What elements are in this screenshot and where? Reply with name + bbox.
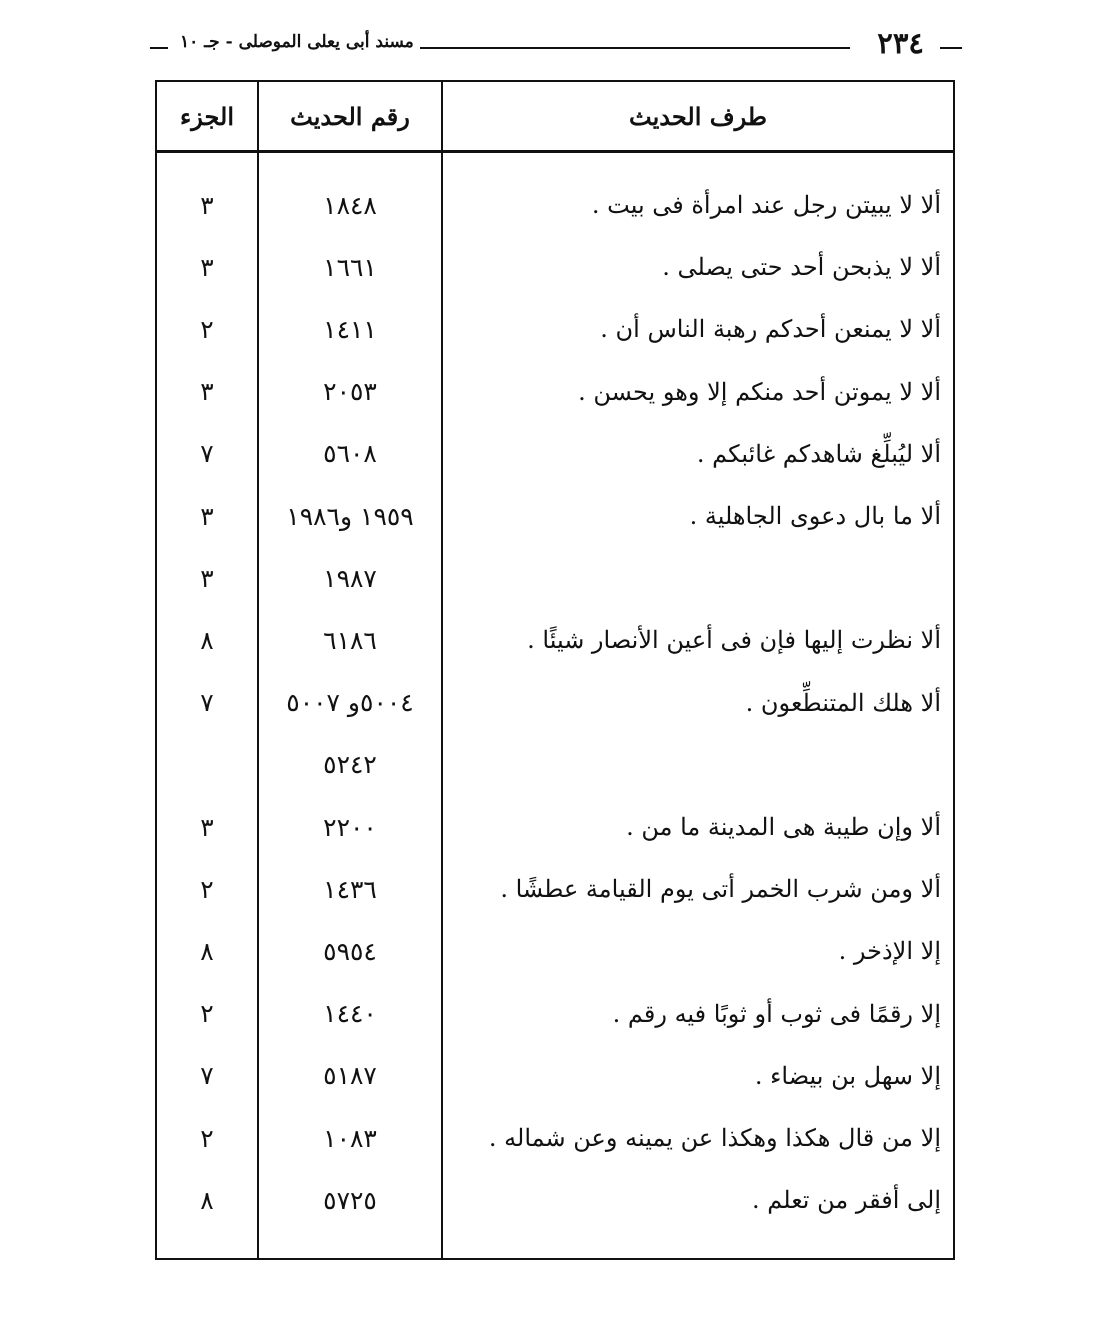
hadith-text-cell: إلا من قال هكذا وهكذا عن يمينه وعن شماله . [488, 1124, 941, 1152]
hadith-number-cell: ٥٠٠٤و ٥٠٠٧ [286, 688, 414, 718]
juz-cell: ٣ [200, 377, 214, 407]
juz-cell: ٣ [200, 190, 214, 220]
hadith-number-cell: ٥١٨٧ [323, 1061, 377, 1091]
juz-cell [157, 734, 257, 796]
column-header-hadith-number: رقم الحديث [290, 101, 410, 131]
hadith-number-cell: ١٤٣٦ [323, 874, 377, 904]
juz-cell: ٣ [200, 252, 214, 282]
hadith-number-cell: ١٦٦١ [323, 252, 377, 282]
juz-cell: ٢ [200, 874, 214, 904]
hadith-text-cell: ألا وإن طيبة هى المدينة ما من . [626, 813, 941, 841]
hadith-number-cell: ٥٧٢٥ [323, 1185, 377, 1215]
hadith-text-cell: ألا ليُبلِّغ شاهدكم غائبكم . [696, 439, 941, 468]
header-divider [157, 150, 953, 153]
table-row [157, 547, 953, 609]
table-row [157, 236, 953, 298]
hadith-text-cell: إلى أفقر من تعلم . [752, 1186, 941, 1215]
hadith-text-cell: إلا الإذخر . [838, 937, 941, 966]
table-row [157, 361, 953, 423]
hadith-text-cell: ألا لا يموتن أحد منكم إلا وهو يحسن . [578, 377, 941, 406]
juz-cell: ٣ [200, 563, 214, 593]
book-title: مسند أبى يعلى الموصلى - جـ ١٠ [174, 32, 420, 52]
table-row [157, 734, 953, 796]
juz-cell: ٢ [200, 1123, 214, 1153]
running-head [150, 20, 962, 70]
table-row [157, 1169, 953, 1231]
table-row [157, 983, 953, 1045]
hadith-number-cell: ١٩٨٧ [323, 563, 377, 593]
header-rule-right [940, 47, 962, 49]
juz-cell: ٧ [200, 688, 214, 718]
table-row [157, 1107, 953, 1169]
juz-cell: ٢ [200, 314, 214, 344]
hadith-number-cell: ١٠٨٣ [323, 1123, 377, 1153]
hadith-index-table [155, 80, 955, 1260]
table-row [157, 423, 953, 485]
hadith-number-cell: ١٤١١ [323, 314, 377, 344]
column-header-juz: الجزء [180, 101, 234, 131]
hadith-text-cell: ألا هلك المتنطِّعون . [745, 688, 941, 717]
hadith-number-cell: ١٨٤٨ [323, 190, 377, 220]
juz-cell: ٨ [200, 1185, 214, 1215]
hadith-number-cell: ٢٠٥٣ [323, 377, 377, 407]
juz-cell: ٣ [200, 812, 214, 842]
hadith-number-cell: ٥٦٠٨ [323, 439, 377, 469]
table-row [157, 485, 953, 547]
juz-cell: ٨ [200, 936, 214, 966]
table-row [157, 796, 953, 858]
table-row [157, 298, 953, 360]
juz-cell: ٨ [200, 625, 214, 655]
hadith-text-cell: إلا سهل بن بيضاء . [754, 1061, 941, 1090]
hadith-number-cell: ٦١٨٦ [323, 625, 377, 655]
juz-cell: ٣ [200, 501, 214, 531]
table-row [157, 174, 953, 236]
header-rule-middle [405, 47, 850, 49]
juz-cell: ٧ [200, 439, 214, 469]
hadith-number-cell: ٥٢٤٢ [323, 750, 377, 780]
hadith-text-cell: ألا ما بال دعوى الجاهلية . [689, 502, 941, 530]
hadith-text-cell [443, 547, 941, 609]
hadith-text-cell: إلا رقمًا فى ثوب أو ثوبًا فيه رقم . [612, 999, 941, 1028]
hadith-text-cell: ألا نظرت إليها فإن فى أعين الأنصار شيئًا . [527, 626, 941, 655]
table-row [157, 920, 953, 982]
table-row [157, 1045, 953, 1107]
juz-cell: ٢ [200, 999, 214, 1029]
hadith-number-cell: ٢٢٠٠ [323, 812, 377, 842]
table-row [157, 672, 953, 734]
hadith-text-cell [443, 734, 941, 796]
column-header-hadith-text: طرف الحديث [629, 101, 767, 131]
hadith-text-cell: ألا لا يبيتن رجل عند امرأة فى بيت . [591, 191, 941, 219]
hadith-text-cell: ألا لا يمنعن أحدكم رهبة الناس أن . [600, 315, 941, 344]
header-rule-left [150, 47, 168, 49]
hadith-text-cell: ألا لا يذبحن أحد حتى يصلى . [662, 253, 941, 282]
hadith-number-cell: ١٩٥٩ و١٩٨٦ [286, 501, 414, 531]
hadith-number-cell: ٥٩٥٤ [323, 936, 377, 966]
hadith-text-cell: ألا ومن شرب الخمر أتى يوم القيامة عطشًا . [500, 875, 941, 904]
juz-cell: ٧ [200, 1061, 214, 1091]
page-number: ٢٣٤ [869, 26, 932, 60]
table-row [157, 858, 953, 920]
table-row [157, 609, 953, 671]
hadith-number-cell: ١٤٤٠ [323, 999, 377, 1029]
